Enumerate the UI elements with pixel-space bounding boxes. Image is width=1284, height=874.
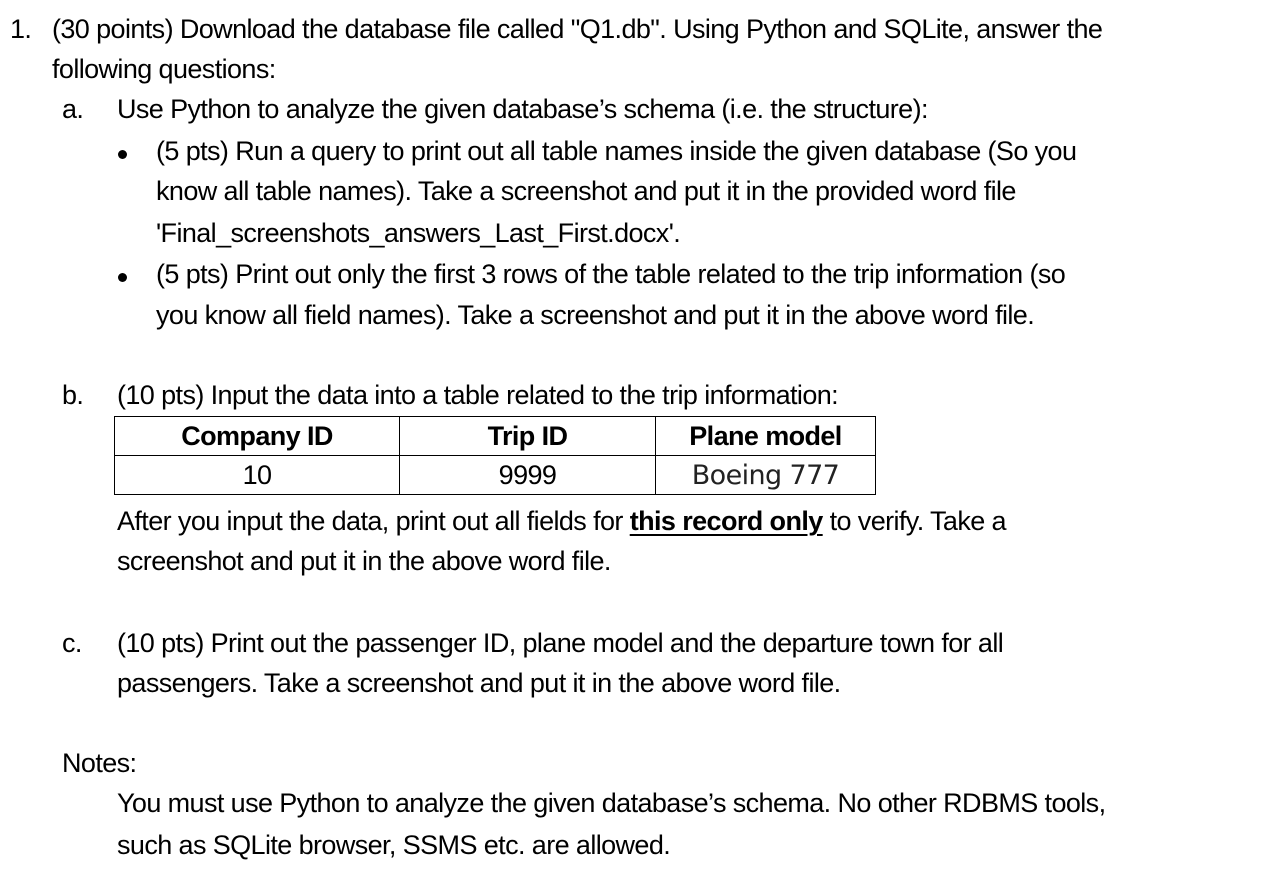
part-a-heading: Use Python to analyze the given database’s schema (i.e. the structure): <box>117 94 928 124</box>
table-row <box>115 456 876 495</box>
bullet-icon <box>118 273 127 282</box>
bullet-icon <box>118 150 127 159</box>
header-company-id: Company ID <box>115 417 400 456</box>
question-text-line2: following questions: <box>52 54 276 84</box>
part-b-heading: (10 pts) Input the data into a table related to the trip information: <box>117 380 839 410</box>
part-a-bullet2-line2: you know all field names). Take a screenshot and put it in the above word file. <box>156 300 1035 330</box>
notes-label: Notes: <box>62 748 137 778</box>
cell-plane-model: Boeing 777 <box>656 456 876 495</box>
part-b-label: b. <box>62 380 84 410</box>
part-b-after-pre: After you input the data, print out all fields for <box>117 506 630 536</box>
part-c-line1: (10 pts) Print out the passenger ID, plane model and the departure town for all <box>117 628 1004 658</box>
notes-line2: such as SQLite browser, SSMS etc. are allowed. <box>117 830 671 860</box>
part-a-bullet1-line3: 'Final_screenshots_answers_Last_First.docx'. <box>156 218 681 248</box>
part-c-label: c. <box>62 628 82 658</box>
part-a-bullet1-line2: know all table names). Take a screenshot and put it in the provided word file <box>156 176 1016 206</box>
cell-trip-id: 9999 <box>400 456 656 495</box>
part-b-after-line2: screenshot and put it in the above word file. <box>117 546 611 576</box>
header-plane-model: Plane model <box>656 417 876 456</box>
question-text-line1: (30 points) Download the database file called "Q1.db". Using Python and SQLite, answer the <box>52 14 1103 44</box>
part-a-label: a. <box>62 94 84 124</box>
question-number: 1. <box>10 14 32 44</box>
notes-line1: You must use Python to analyze the given database’s schema. No other RDBMS tools, <box>117 788 1106 818</box>
part-a-bullet1-line1: (5 pts) Run a query to print out all table names inside the given database (So you <box>156 136 1077 166</box>
part-b-after-post: to verify. Take a <box>822 506 1006 536</box>
part-a-bullet2-line1: (5 pts) Print out only the first 3 rows of the table related to the trip information (so <box>156 259 1066 289</box>
trip-data-table <box>114 416 876 495</box>
part-c-line2: passengers. Take a screenshot and put it in the above word file. <box>117 668 841 698</box>
table-header-row <box>115 417 876 456</box>
cell-company-id: 10 <box>115 456 400 495</box>
header-trip-id: Trip ID <box>400 417 656 456</box>
part-b-after-line1 <box>117 508 1006 535</box>
emphasis-this-record-only: this record only <box>629 506 823 536</box>
